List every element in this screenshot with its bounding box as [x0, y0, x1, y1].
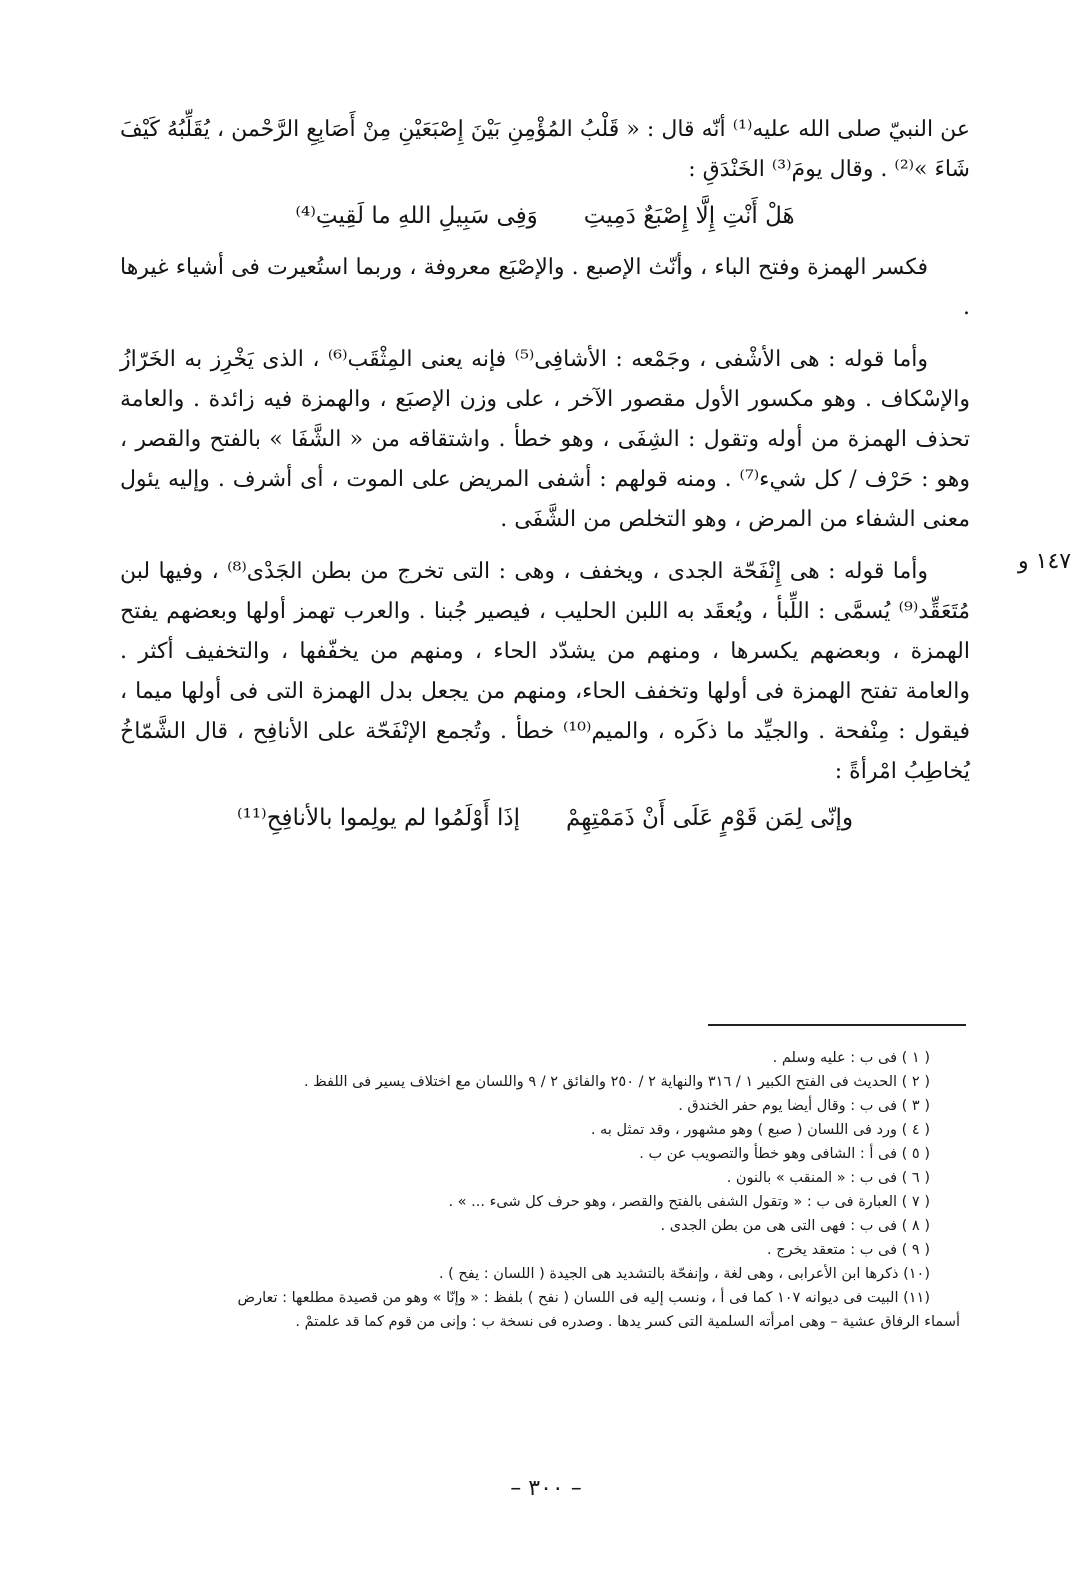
footnote-7: ( ٧ ) العبارة فى ب : « وتقول الشفى بالفتح والقصر ، وهو حرف كل شىء ... » .: [448, 1194, 930, 1210]
footnote-5: ( ٥ ) فى أ : الشافى وهو خطأ والتصويب عن ب .: [639, 1146, 930, 1162]
page-number: – ٣٠٠ –: [510, 1476, 582, 1501]
verse-1-first-hemistich: هَلْ أَنْتِ إِلَّا إِصْبَعٌ دَمِيتِ: [583, 203, 795, 229]
verse-2-second-hemistich: إذَا أَوْلَمُوا لم يولِموا بالأنافِحِ⁽¹¹⁾: [236, 805, 520, 831]
footnote-11-continuation: أسماء الرفاق عشية – وهى امرأته السلمية التى كسر يدها . وصدره فى نسخة ب : وإنى من قوم كما قد علمتمْ .: [295, 1314, 960, 1330]
footnote-4: ( ٤ ) ورد فى اللسان ( صبع ) وهو مشهور ، وقد تمثل به .: [590, 1122, 930, 1138]
footnotes: [120, 1046, 960, 1334]
footnote-9: ( ٩ ) فى ب : متعقد يخرج .: [766, 1242, 930, 1258]
footnote-2: ( ٢ ) الحديث فى الفتح الكبير ١ / ٣١٦ والنهاية ٢ / ٢٥٠ والفائق ٢ / ٩ واللسان مع اختلاف يسير فى اللفظ .: [304, 1074, 930, 1090]
verse-2: [120, 796, 970, 840]
paragraph-isba: فكسر الهمزة وفتح الباء ، وأنّث الإصبع . والإصْبَع معروفة ، وربما استُعيرت فى أشياء غيرها .: [120, 255, 970, 320]
footnote-10: (١٠) ذكرها ابن الأعرابى ، وهى لغة ، وإنفحّة بالتشديد هى الجيدة ( اللسان : يفح ) .: [438, 1266, 930, 1282]
footnote-8: ( ٨ ) فى ب : فهى التى هى من بطن الجدى .: [660, 1218, 930, 1234]
footnote-3: ( ٣ ) فى ب : وقال أيضا يوم حفر الخندق .: [678, 1098, 930, 1114]
main-text: [120, 110, 970, 850]
paragraph-ashfa: وأما قوله : هى الأشْفى ، وجَمْعه : الأشافِى⁽⁵⁾ فإنه يعنى المِثْقَب⁽⁶⁾ ، الذى يَخْرِز به الخَرّازُ والإسْكاف . وهو مكسور الأول مقصور الآخر ، على وزن الإصبَع ، والهمزة فيه زائدة . والعامة تحذف الهمزة من أوله وتقول : الشِفَى ، وهو خطأ . واشتقاقه من « الشَّفَا » بالفتح والقصر ، وهو : حَرْف / كل شيء⁽⁷⁾ . ومنه قولهم : أشفى المريض على الموت ، أى أشرف . وإليه يئول معنى الشفاء من المرض ، وهو التخلص من الشَّفَى .: [120, 347, 971, 532]
footnote-11: (١١) البيت فى ديوانه ١٠٧ كما فى أ ، ونسب إليه فى اللسان ( نفح ) بلفظ : « وإنّا » وهو من قصيدة مطلعها : تعارض: [237, 1290, 930, 1306]
verse-1: [120, 194, 970, 238]
footnote-divider: [708, 1024, 966, 1026]
verse-2-first-hemistich: وإنّى لِمَن قَوْمٍ عَلَى أَنْ ذَمَمْتِهِمْ: [566, 805, 854, 831]
paragraph-hadith: عن النبيّ صلى الله عليه⁽¹⁾ أنّه قال : « قَلْبُ المُؤْمِنِ بَيْنَ إِصْبَعَيْنِ مِنْ أَصَابِعِ الرَّحْمن ، يُقَلِّبُهُ كَيْفَ شَاءَ »⁽²⁾ . وقال يومَ⁽³⁾ الخَنْدَقِ :: [120, 117, 971, 182]
footnote-1: ( ١ ) فى ب : عليه وسلم .: [772, 1050, 930, 1066]
folio-marker: ١٤٧ و: [1018, 549, 1072, 574]
verse-1-second-hemistich: وَفِى سَبِيلِ اللهِ ما لَقِيتِ⁽⁴⁾: [295, 203, 538, 229]
paragraph-infaha: وأما قوله : هى إِنْفَحّة الجدى ، ويخفف ، وهى : التى تخرج من بطن الجَدْى⁽⁸⁾ ، وفيها لبن مُتَعَقِّد⁽⁹⁾ يُسمَّى : اللِّبأ ، ويُعقَد به اللبن الحليب ، فيصير جُبنا . والعرب تهمز أولها وبعضهم يفتح الهمزة ، وبعضهم يكسرها ، ومنهم من يشدّد الحاء ، ومنهم من يخفّفها ، والتخفيف أكثر . والعامة تفتح الهمزة فى أولها وتخفف الحاء، ومنهم من يجعل بدل الهمزة التى فى أولها ميما ، فيقول : مِنْفحة . والجيِّد ما ذكَره ، والميم⁽¹⁰⁾ خطأ . وتُجمع الإنْفَحّة على الأنافِح ، قال الشَّمّاخُ يُخاطِبُ امْرأةً :: [120, 559, 970, 784]
footnote-6: ( ٦ ) فى ب : « المنقب » بالنون .: [726, 1170, 930, 1186]
